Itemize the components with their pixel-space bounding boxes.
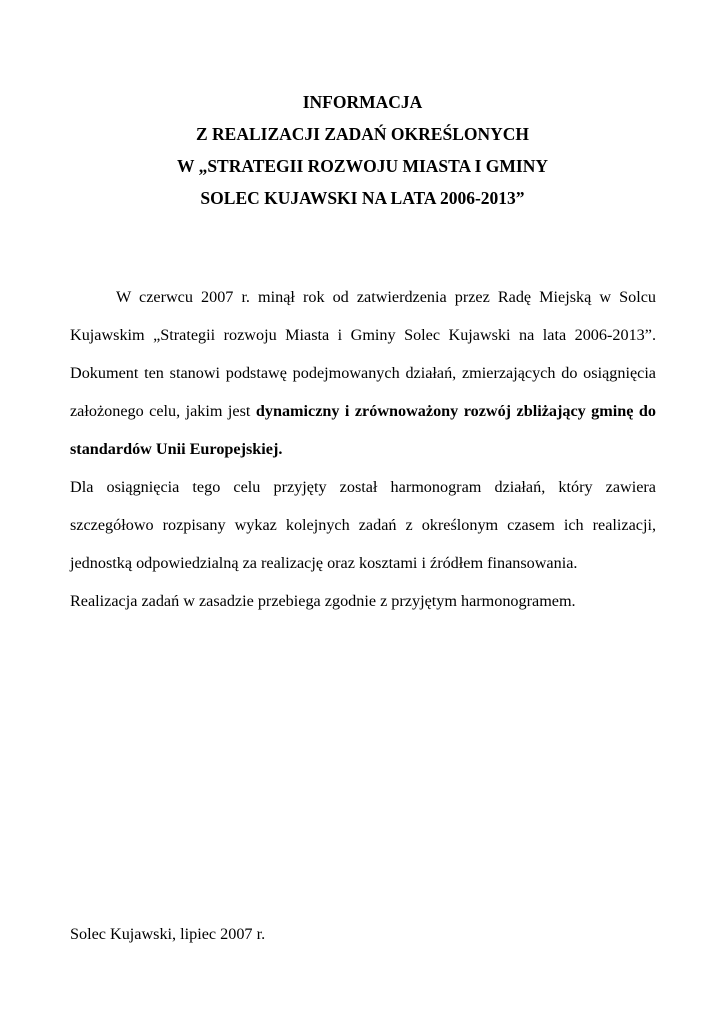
place-date: Solec Kujawski, lipiec 2007 r. bbox=[70, 925, 266, 943]
title-line-4: SOLEC KUJAWSKI NA LATA 2006-2013” bbox=[200, 188, 525, 208]
title-line-3: W „STRATEGII ROZWOJU MIASTA I GMINY bbox=[177, 156, 548, 176]
paragraph-intro-emphasis: dynamiczny i zrównoważony rozwój zbliżający gminę do standardów Unii Europejskiej. bbox=[70, 402, 656, 458]
title-line-2: Z REALIZACJI ZADAŃ OKREŚLONYCH bbox=[195, 124, 530, 144]
title-line-1: INFORMACJA bbox=[302, 92, 423, 112]
paragraph-harmonogram: Dla osiągnięcia tego celu przyjęty został harmonogram działań, który zawiera szczegółowo rozpisany wykaz kolejnych zadań z określonym czasem ich realizacji, jednostką odpowiedzialną za realizację oraz kosztami i źródłem finansowania. bbox=[70, 478, 656, 572]
document-body bbox=[70, 278, 656, 620]
paragraph-status: Realizacja zadań w zasadzie przebiega zgodnie z przyjętym harmonogramem. bbox=[70, 592, 576, 610]
paragraph-intro bbox=[70, 278, 656, 468]
paragraph-intro-text: W czerwcu 2007 r. minął rok od zatwierdzenia przez Radę Miejską w Solcu Kujawskim „Strategii rozwoju Miasta i Gminy Solec Kujawski na lata 2006-2013”. Dokument ten stanowi podstawę podejmowanych działań, zmierzających do osiągnięcia założonego celu, jakim jest bbox=[70, 288, 656, 420]
document-title bbox=[0, 86, 725, 214]
